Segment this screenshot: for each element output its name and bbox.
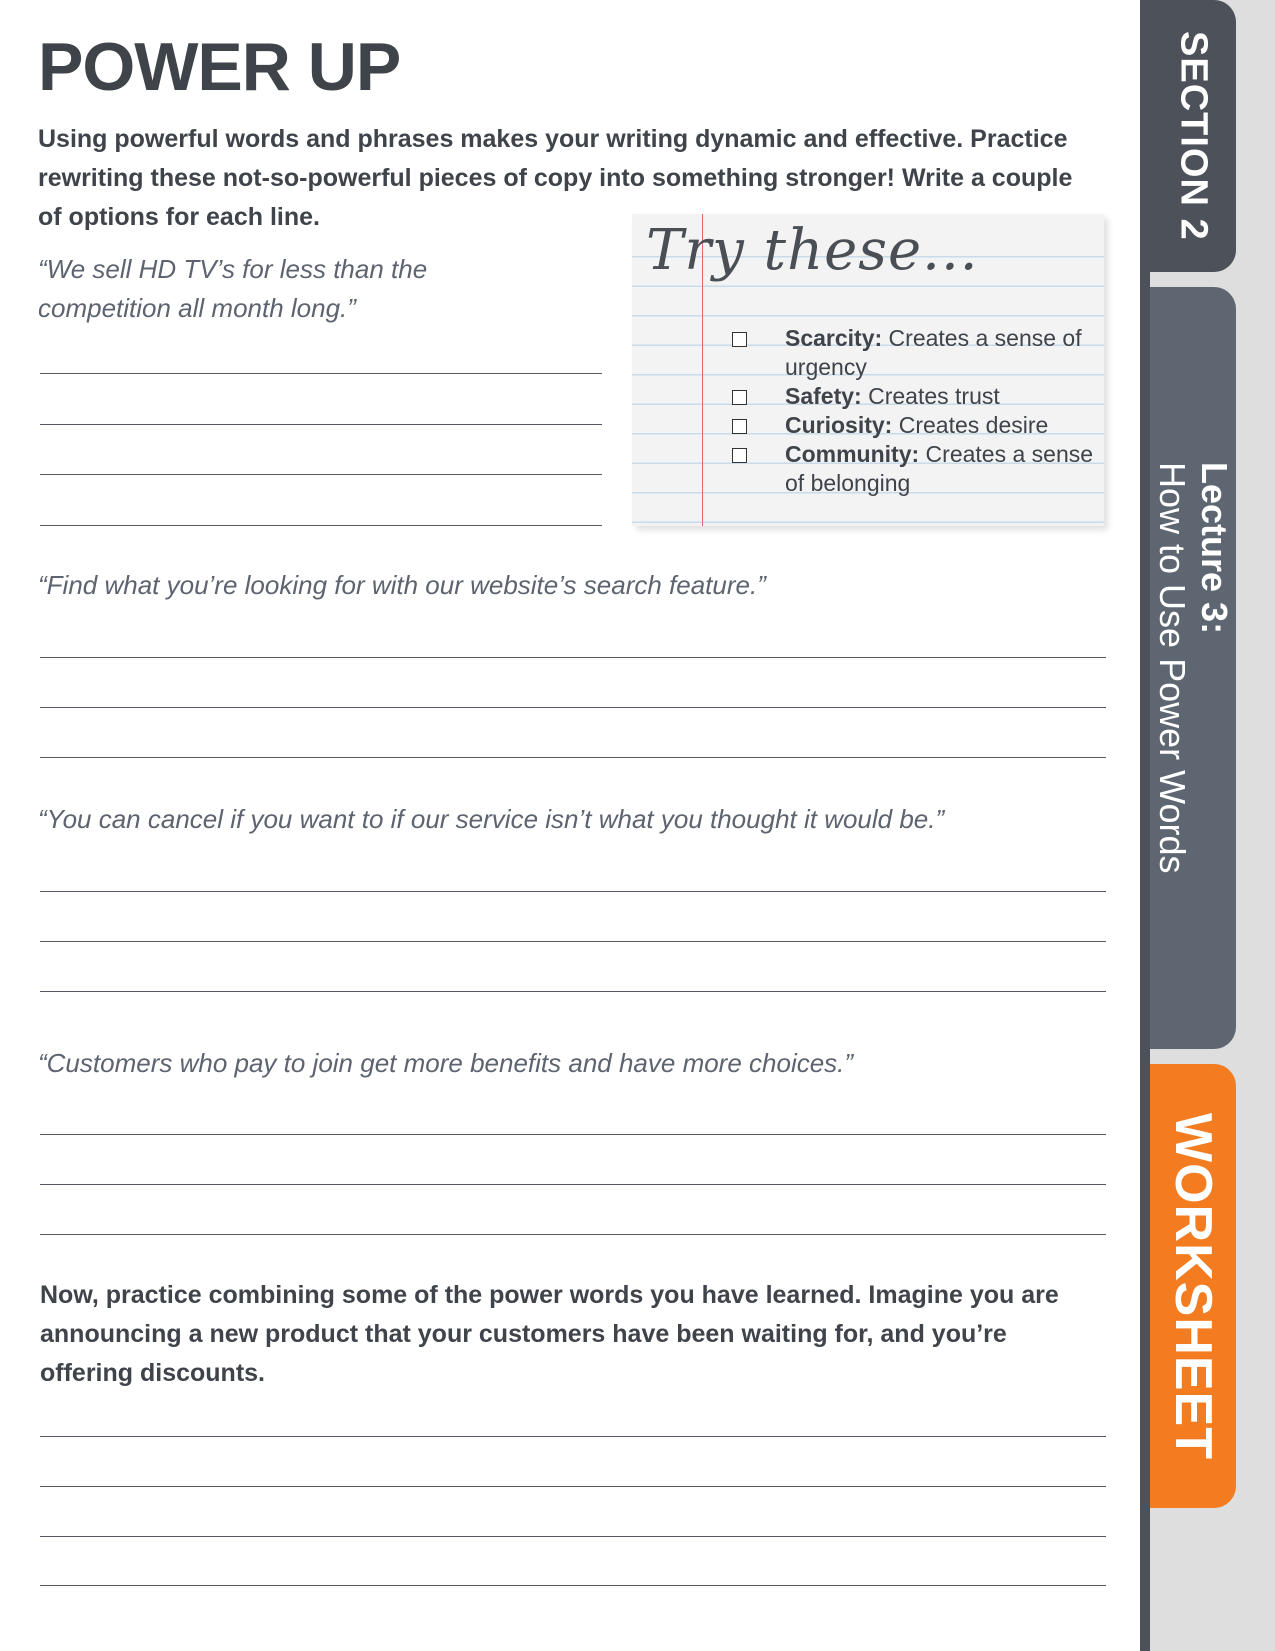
lecture-tab (1150, 287, 1236, 1049)
note-desc: Creates desire (892, 412, 1049, 438)
answer-line (40, 991, 1106, 992)
intro-text: Using powerful words and phrases makes your writing dynamic and effective. Practice rewriting these not-so-powerful pieces of copy into something stronger! Write a couple of options for each line. (38, 125, 1073, 231)
lecture-title: How to Use Power Words (1152, 462, 1193, 874)
worksheet-tab (1150, 1064, 1236, 1508)
checkbox-icon (732, 332, 747, 347)
note-term: Community: (785, 441, 920, 467)
note-item-scarcity (732, 324, 1102, 382)
answer-line (40, 1184, 1106, 1185)
sidebar-rule (1140, 0, 1150, 1651)
lecture-label: Lecture 3: (1194, 462, 1235, 635)
answer-line (40, 1134, 1106, 1135)
checkbox-icon (732, 390, 747, 405)
prompt-2: “Find what you’re looking for with our website’s search feature.” (38, 570, 766, 600)
note-desc: Creates a sense of urgency (785, 325, 1082, 380)
note-term: Scarcity: (785, 325, 883, 351)
checkbox-icon (732, 448, 747, 463)
try-these-note (632, 214, 1104, 526)
note-term: Curiosity: (785, 412, 893, 438)
note-item-community (732, 440, 1102, 498)
answer-line (40, 373, 602, 374)
prompt-3: “You can cancel if you want to if our service isn’t what you thought it would be.” (38, 804, 945, 834)
final-prompt: Now, practice combining some of the power words you have learned. Imagine you are announcing a new product that your customers have been waiting for, and you’re offering discounts. (40, 1281, 1059, 1387)
answer-line (40, 657, 1106, 658)
section-tab (1150, 0, 1236, 272)
note-desc: Creates a sense of belonging (785, 441, 1094, 496)
page-title: POWER UP (38, 29, 401, 105)
note-item-curiosity (732, 411, 1102, 440)
worksheet-label: WORKSHEET (1164, 1112, 1222, 1460)
answer-line (40, 941, 1106, 942)
answer-line (40, 891, 1106, 892)
answer-line (40, 707, 1106, 708)
note-item-safety (732, 382, 1102, 411)
note-heading: Try these... (646, 218, 979, 283)
answer-line (40, 525, 602, 526)
note-list (732, 324, 1102, 498)
answer-line (40, 1486, 1106, 1487)
prompt-4: “Customers who pay to join get more benefits and have more choices.” (38, 1048, 854, 1078)
answer-line (40, 474, 602, 475)
section-label: SECTION 2 (1172, 31, 1215, 241)
note-desc: Creates trust (861, 383, 1000, 409)
answer-line (40, 1234, 1106, 1235)
answer-line (40, 1436, 1106, 1437)
checkbox-icon (732, 419, 747, 434)
answer-line (40, 757, 1106, 758)
note-term: Safety: (785, 383, 862, 409)
prompt-1: “We sell HD TV’s for less than the competition all month long.” (38, 254, 428, 323)
answer-line (40, 1585, 1106, 1586)
answer-line (40, 1536, 1106, 1537)
answer-line (40, 424, 602, 425)
